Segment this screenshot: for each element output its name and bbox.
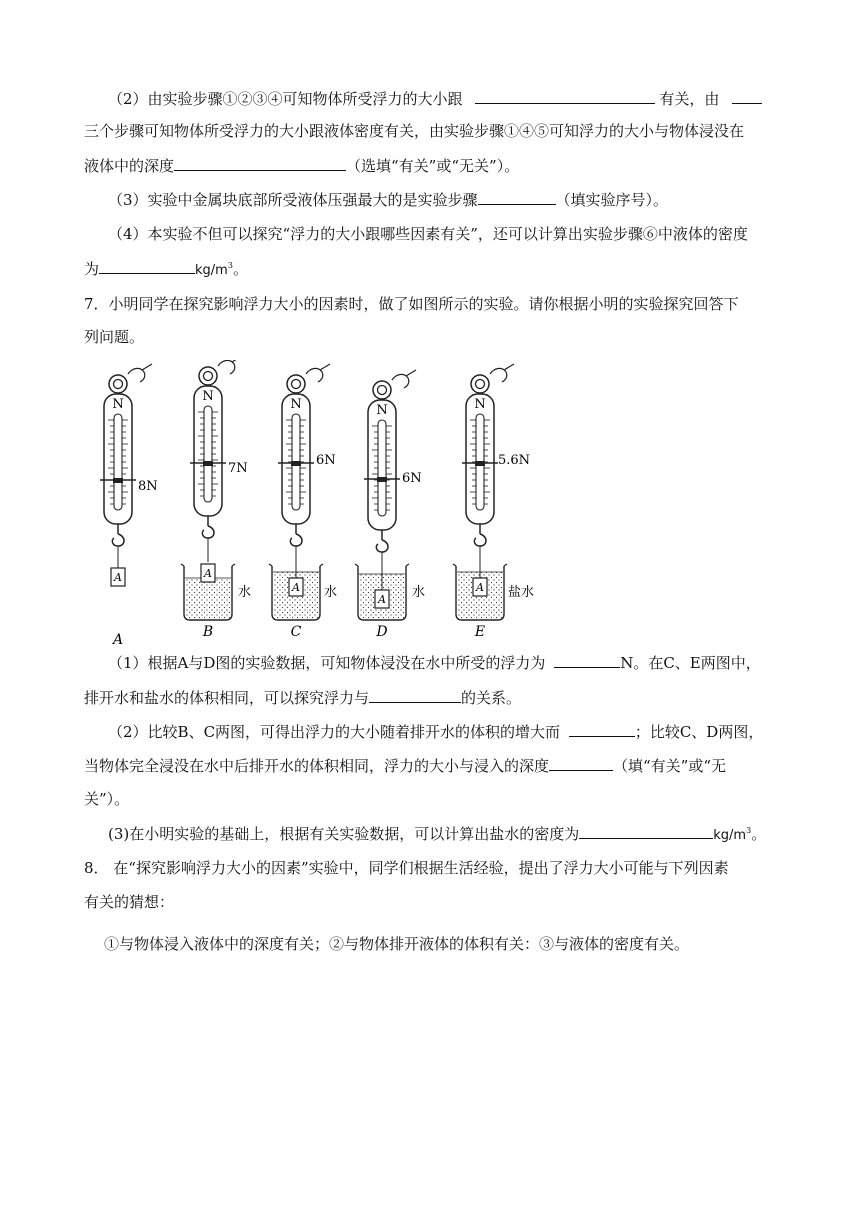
q6-part4-text-a: 为 [84,260,100,278]
q6-part2-text-c: 液体中的深度 [84,157,175,175]
q7-part1-text-a: （1）根据A与D图的实验数据，可知物体浸没在水中所受的浮力为 [108,654,546,672]
block-label: A [378,593,386,606]
q7-part2-text-d: （填“有关”或“无 [613,757,727,775]
panel-d [355,370,425,640]
panel-letter: E [474,624,486,640]
panel-letter: C [290,624,302,640]
scale-reading: 7N [228,461,248,476]
panel-letter: A [112,632,124,645]
q6-part2-line3 [84,155,519,176]
q7-part1-text-b: N。在C、E两图中， [620,654,761,672]
block-label: A [292,581,300,594]
q6-part4-line2 [84,258,248,281]
scale-n-label: N [474,397,486,412]
unit-exponent: 3 [227,261,233,270]
scale-reading: 8N [138,479,158,494]
spring-scale-figure [90,360,550,645]
q7-part1-line2 [84,687,521,708]
answer-blank[interactable] [569,721,635,737]
liquid-label: 水 [238,585,252,600]
scale-n-label: N [290,397,302,412]
q7-part2-line3: 关”）。 [84,790,130,808]
scale-n-label: N [112,397,124,412]
q7-part2-line2 [84,755,726,776]
scale-n-label: N [202,389,214,404]
q7-part1-text-d: 的关系。 [461,689,522,707]
answer-blank[interactable] [369,687,461,703]
panel-c [269,364,337,640]
scale-reading: 6N [402,471,422,486]
q8-guess-list: ①与物体浸入液体中的深度有关；②与物体排开液体的体积有关：③与液体的密度有关。 [104,935,690,953]
q7-part1-line1 [108,652,761,673]
q6-part2-line2: 三个步骤可知物体所受浮力的大小跟液体密度有关，由实验步骤①④⑤可知浮力的大小与物体浸没在 [84,122,745,140]
q7-stem-line2: 列问题。 [84,328,145,346]
q7-part2-text-a: （2）比较B、C两图，可得出浮力的大小随着排开水的体积的增大而 [108,723,561,741]
block-label: A [114,571,122,584]
q7-part3-line [108,823,766,846]
answer-blank[interactable] [554,652,620,668]
q6-part3-text-b: （填实验序号）。 [555,191,669,209]
q8-stem-line1: 8． 在“探究影响浮力大小的因素”实验中，同学们根据生活经验，提出了浮力大小可能与下列因素 [84,859,729,877]
panel-a [100,364,158,645]
answer-blank[interactable] [174,155,346,171]
panel-e [453,364,534,640]
q6-part2-text-a: （2）由实验步骤①②③④可知物体所受浮力的大小跟 [108,90,463,108]
panel-b [181,360,251,640]
answer-blank[interactable] [579,823,713,839]
density-unit: kg/m [713,828,747,843]
answer-blank[interactable] [99,258,195,274]
q6-part3-text-a: （3）实验中金属块底部所受液体压强最大的是实验步骤 [108,191,478,209]
scale-reading: 6N [316,453,336,468]
density-unit: kg/m [195,263,228,278]
q7-part1-text-c: 排开水和盐水的体积相同，可以探究浮力与 [84,689,370,707]
answer-blank[interactable] [475,88,655,104]
q7-stem-line1: 7．小明同学在探究影响浮力大小的因素时，做了如图所示的实验。请你根据小明的实验探究回答下 [84,295,739,313]
q7-part3-end: 。 [751,825,767,843]
answer-blank[interactable] [549,755,613,771]
q7-part3-text-a: (3)在小明实验的基础上，根据有关实验数据，可以计算出盐水的密度为 [108,825,580,843]
unit-exponent: 3 [746,826,752,835]
answer-blank[interactable] [732,88,762,104]
answer-blank[interactable] [478,189,556,205]
q7-part2-line1 [108,721,763,742]
liquid-label: 盐水 [508,585,535,600]
q6-part2-text-d: （选填“有关”或“无关”）。 [346,157,520,175]
q6-part4-line1: （4）本实验不但可以探究“浮力的大小跟哪些因素有关”，还可以计算出实验步骤⑥中液体的密度 [108,225,748,243]
block-label: A [476,581,484,594]
liquid-label: 水 [324,585,338,600]
scale-n-label: N [376,403,388,418]
panel-letter: B [202,624,214,640]
q6-part2-text-b: 有关，由 [659,90,720,108]
block-label: A [204,567,212,580]
scale-reading: 5.6N [498,453,531,468]
q8-stem-line2: 有关的猜想： [84,893,175,911]
q7-part2-text-b: ；比较C、D两图， [634,723,764,741]
q6-part4-end: 。 [232,260,248,278]
q7-part2-text-c: 当物体完全浸没在水中后排开水的体积相同，浮力的大小与浸入的深度 [84,757,550,775]
liquid-label: 水 [412,585,426,600]
q6-part3-line [108,189,668,210]
q6-part2-line1 [108,88,762,109]
panel-letter: D [376,624,388,640]
